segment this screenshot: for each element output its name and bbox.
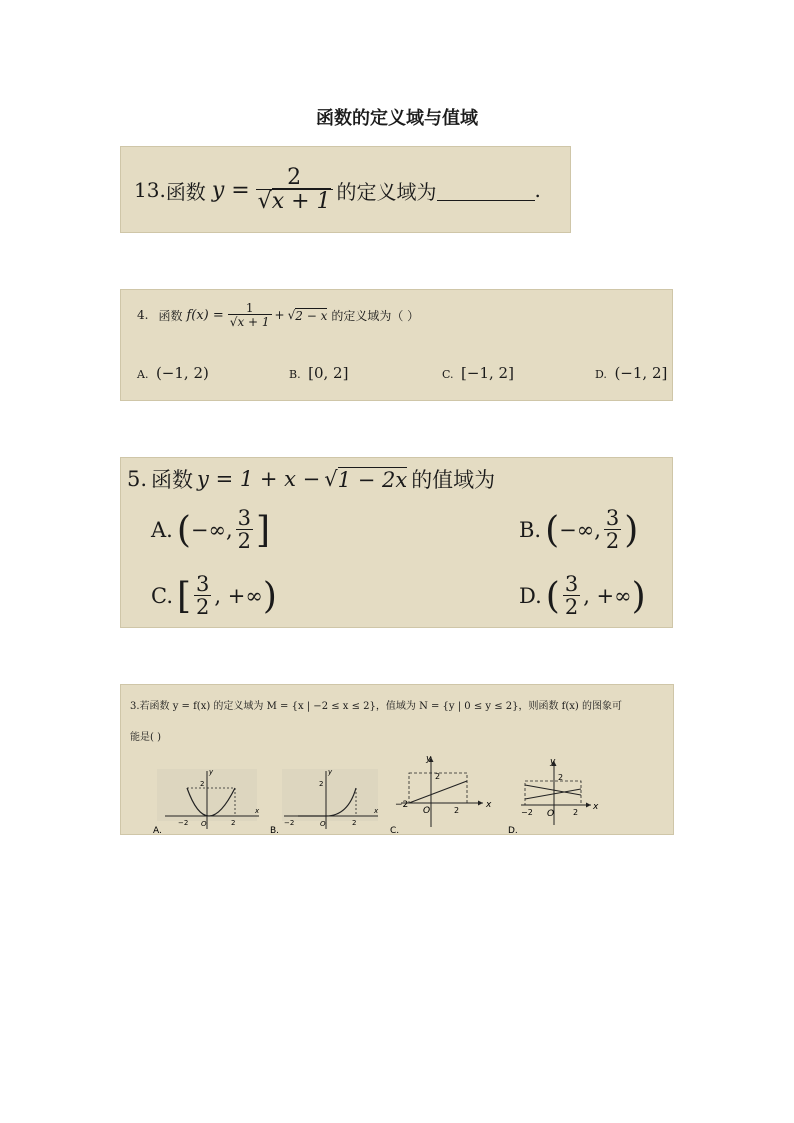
y-axis-label: y (426, 754, 432, 764)
option-d[interactable] (595, 364, 667, 382)
fraction-numerator: 3 (237, 506, 252, 530)
fraction (604, 508, 621, 552)
x-tick-2: 2 (573, 808, 579, 817)
sqrt-sign: √ (287, 308, 296, 322)
interval-left: −∞, (190, 518, 233, 542)
lhs: f(x) = (186, 307, 224, 323)
question-number: 13. (134, 178, 166, 202)
option-value: [0, 2] (308, 364, 349, 382)
x-tick-2: 2 (352, 819, 357, 827)
fraction-numerator: 3 (605, 506, 620, 530)
y-tick-2: 2 (200, 780, 205, 788)
option-a[interactable] (137, 364, 209, 382)
sqrt-sign: √ (257, 189, 272, 214)
function-line (409, 781, 467, 803)
bracket-close: ) (262, 575, 277, 617)
bracket-open: ( (545, 575, 560, 617)
fraction-denominator: 2 (196, 595, 210, 619)
y-axis-label: y (550, 757, 556, 767)
option-a-graph[interactable] (153, 759, 263, 835)
interval-right: , +∞ (583, 584, 632, 608)
stem-text-end: 的值域为 (411, 468, 496, 492)
option-label: A. (151, 518, 173, 542)
option-c[interactable] (442, 364, 514, 382)
question-5-card (120, 457, 673, 628)
question-3-stem-line1: 3.若函数 y = f(x) 的定义域为 M = {x | −2 ≤ x ≤ 2}，值域为 N = {y | 0 ≤ y ≤ 2}，则函数 f(x) 的图象可 (130, 701, 623, 712)
origin-label: O (423, 806, 431, 816)
option-label: D. (595, 368, 607, 381)
option-c[interactable] (151, 574, 277, 618)
option-b-graph[interactable] (270, 759, 380, 835)
origin-label: O (547, 809, 555, 819)
stem-text: 函数 (151, 468, 194, 492)
function-expression: y = 1 + x − (197, 467, 321, 491)
x-axis-arrow (478, 801, 483, 806)
x-axis-label: x (593, 802, 599, 812)
stem-period: . (534, 178, 541, 202)
bracket-open: [ (177, 575, 192, 617)
interval-right: , +∞ (214, 584, 263, 608)
answer-blank[interactable] (437, 180, 535, 201)
origin-label: O (320, 820, 326, 828)
fraction-denominator: 2 (605, 529, 620, 553)
x-tick-neg2: −2 (178, 819, 189, 827)
question-3-stem-line2: 能是( ) (130, 732, 161, 743)
fraction-denominator: 2 (564, 595, 579, 619)
fraction-numerator: 3 (564, 572, 579, 596)
option-value: (−1, 2] (614, 364, 668, 382)
option-label: D. (508, 826, 518, 835)
question-4-stem (137, 302, 419, 328)
y-axis-label: y (328, 768, 333, 776)
interval-left: −∞, (559, 518, 601, 542)
option-a[interactable] (151, 508, 270, 552)
fraction (228, 302, 272, 328)
sqrt-radicand: 2 − x (295, 308, 328, 323)
option-label: B. (289, 368, 301, 381)
bracket-close: ) (624, 509, 639, 551)
bracket-close: ] (256, 509, 271, 551)
x-tick-neg2: −2 (395, 800, 409, 810)
fraction-denominator (256, 189, 333, 213)
sqrt-radicand: 1 − 2x (337, 467, 408, 492)
y-tick-2: 2 (558, 773, 564, 782)
question-4-card (120, 289, 673, 401)
question-3-card (120, 684, 674, 835)
sqrt-radicand: x + 1 (271, 189, 331, 214)
x-tick-neg2: −2 (521, 808, 533, 817)
sqrt-sign: √ (229, 315, 238, 329)
option-label: D. (519, 584, 542, 608)
fraction-numerator: 2 (287, 165, 302, 190)
question-13-card (120, 146, 571, 233)
question-number: 4. (137, 308, 149, 322)
fraction (236, 508, 253, 552)
option-label: C. (151, 584, 173, 608)
y-axis-label: y (209, 768, 214, 776)
question-5-stem (127, 464, 495, 494)
stem-text-end: 的定义域为 (336, 179, 437, 204)
question-13-stem (134, 167, 541, 213)
option-d-graph[interactable] (505, 749, 615, 835)
x-axis-arrow (586, 803, 591, 808)
origin-label: O (201, 820, 207, 828)
option-label: A. (137, 368, 149, 381)
fraction-numerator: 3 (196, 572, 210, 596)
fraction-denominator (228, 314, 272, 328)
x-tick-neg2: −2 (284, 819, 295, 827)
question-number: 5. (127, 467, 148, 491)
y-tick-2: 2 (319, 780, 324, 788)
fraction-denominator: 2 (237, 529, 252, 553)
graph-paper (282, 769, 378, 821)
x-axis-label: x (374, 807, 379, 815)
bracket-close: ) (631, 575, 646, 617)
y-tick-2: 2 (435, 772, 441, 781)
sqrt-radicand: x + 1 (237, 315, 270, 329)
option-b[interactable] (519, 508, 638, 552)
option-label: A. (153, 826, 162, 835)
bracket-open: ( (545, 509, 560, 551)
x-axis-label: x (255, 807, 260, 815)
option-b[interactable] (289, 364, 348, 382)
fraction (563, 574, 580, 618)
stem-text: 函数 (158, 308, 183, 323)
x-tick-2: 2 (454, 806, 460, 815)
option-label: C. (442, 368, 454, 381)
option-label: C. (390, 826, 400, 835)
option-d[interactable] (519, 574, 646, 618)
stem-text: 函数 (165, 179, 206, 204)
sqrt-sign: √ (324, 467, 338, 491)
option-value: (−1, 2) (155, 364, 209, 382)
page-title: 函数的定义域与值域 (316, 108, 478, 129)
plus-sign: + (274, 308, 285, 322)
fraction (256, 167, 333, 213)
option-label: B. (270, 826, 280, 835)
x-axis-label: x (486, 800, 492, 810)
bracket-open: ( (176, 509, 191, 551)
fraction (194, 574, 211, 618)
stem-text-end: 的定义域为（ ） (331, 308, 420, 323)
lhs: y = (211, 177, 250, 203)
option-label: B. (519, 518, 542, 542)
fraction-numerator: 1 (245, 301, 254, 315)
option-c-graph[interactable] (387, 749, 497, 835)
option-value: [−1, 2] (461, 364, 514, 382)
x-tick-2: 2 (231, 819, 236, 827)
